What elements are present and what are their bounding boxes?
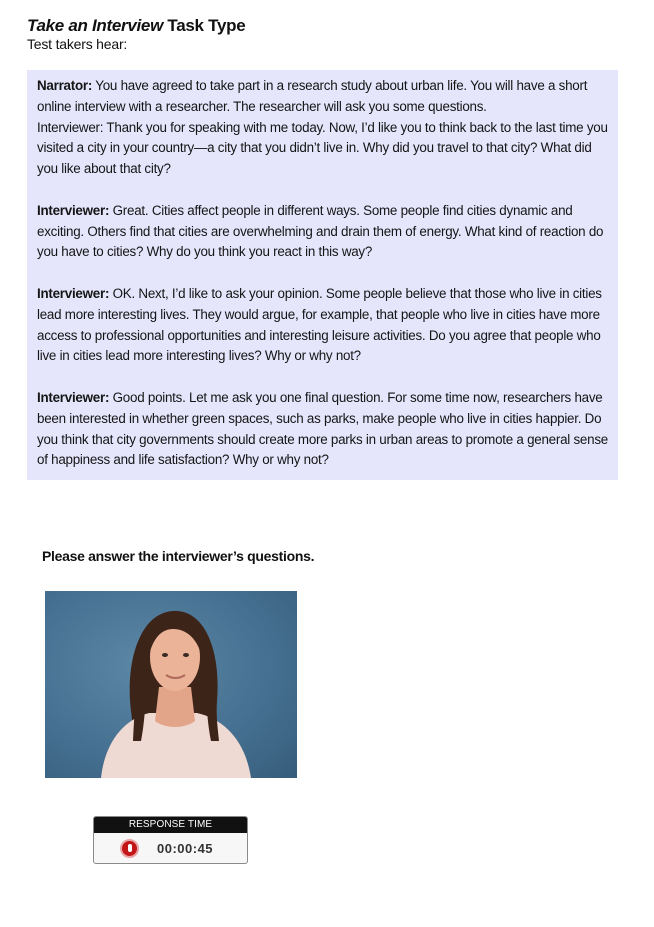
transcript-text-2: Great. Cities affect people in different ways. Some people find cities dynamic and exciting. Others find that cities are overwhelming and drain them of energy. What kind of reaction do you have to cities? Why do you think you react in this way? (37, 202, 604, 260)
transcript-paragraph-2 (37, 201, 608, 263)
task-subtitle: Test takers hear: (27, 36, 128, 52)
response-time-widget (93, 816, 248, 864)
speaker-label-interviewer: Interviewer: (37, 202, 110, 218)
interviewer-video[interactable] (45, 591, 297, 778)
transcript-text-1b: Interviewer: Thank you for speaking with me today. Now, I’d like you to think back to the last time you visited a city in your country—a city that you didn’t live in. Why did you travel to that city? What did you like about that city? (37, 119, 608, 177)
page-header (27, 15, 245, 53)
task-type-title-rest: Task Type (163, 16, 246, 35)
transcript-paragraph-3 (37, 284, 608, 367)
transcript-paragraph-1 (37, 76, 608, 180)
microphone-record-icon (120, 839, 139, 858)
task-type-title (27, 15, 245, 36)
task-type-title-italic: Take an Interview (27, 16, 163, 35)
response-time-label: RESPONSE TIME (94, 817, 247, 833)
transcript-text-3: OK. Next, I’d like to ask your opinion. Some people believe that those who live in cities lead more interesting lives. They would argue, for example, that people who live in cities have more access to professional opportunities and interesting leisure activities. Do you agree that people who live in cities lead more interesting lives? Why or why not? (37, 285, 602, 364)
interviewer-portrait (45, 591, 297, 778)
speaker-label-interviewer: Interviewer: (37, 285, 110, 301)
response-time-body (94, 833, 247, 863)
answer-prompt: Please answer the interviewer’s questions. (42, 548, 315, 564)
transcript-text-4: Good points. Let me ask you one final question. For some time now, researchers have been interested in whether green spaces, such as parks, make people who live in cities happier. Do you think that city governments should create more parks in urban areas to promote a general sense of happiness and life satisfaction? Why or why not? (37, 389, 608, 468)
speaker-label-narrator: Narrator: (37, 78, 93, 93)
transcript-paragraph-4 (37, 388, 608, 471)
response-time-value: 00:00:45 (157, 840, 214, 856)
transcript-text-1: You have agreed to take part in a research study about urban life. You will have a short online interview with a researcher. The researcher will ask you some questions. (37, 78, 588, 114)
speaker-label-interviewer: Interviewer: (37, 389, 110, 405)
mic-glyph (128, 844, 132, 852)
audio-transcript-box (27, 70, 618, 480)
